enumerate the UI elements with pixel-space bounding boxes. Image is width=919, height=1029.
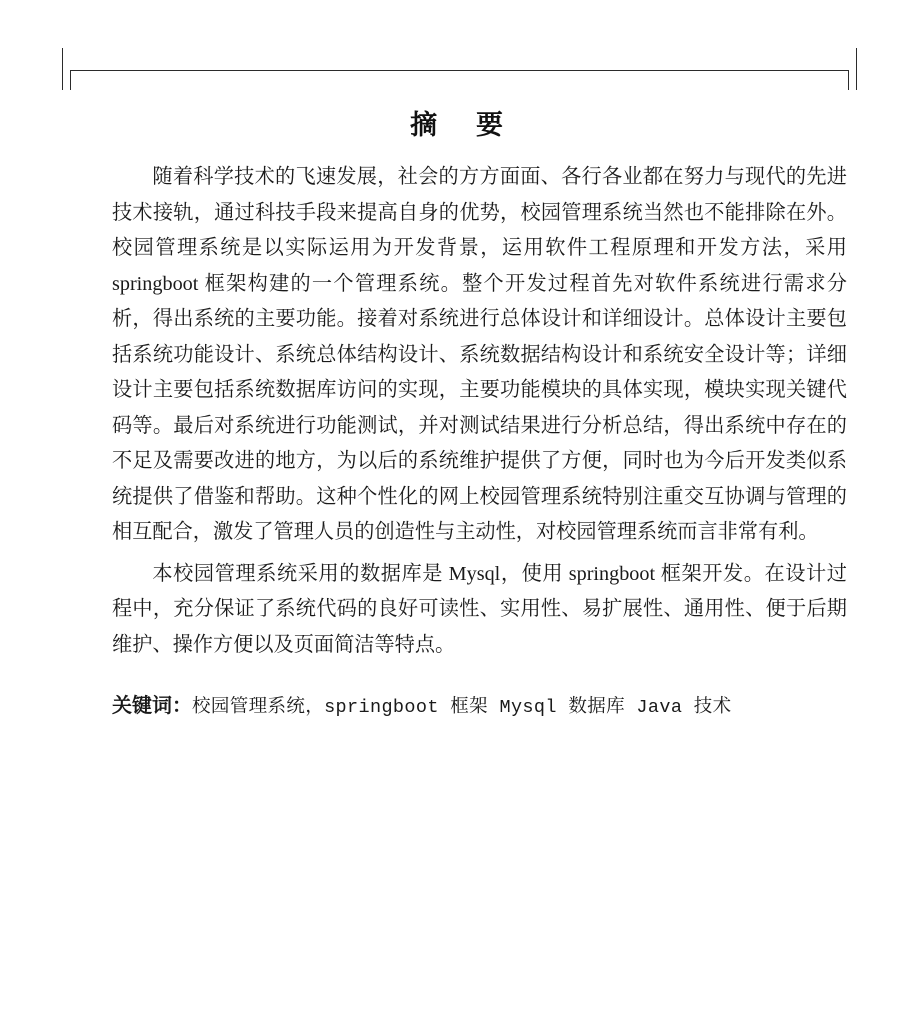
- frame-line-inner-right: [848, 70, 849, 90]
- abstract-paragraph-2: 本校园管理系统采用的数据库是 Mysql，使用 springboot 框架开发。在设计过程中，充分保证了系统代码的良好可读性、实用性、易扩展性、通用性、便于后期维护、操作方便以及页面简洁等特点。: [112, 562, 847, 656]
- frame-line-left: [62, 48, 63, 90]
- page-header-frame-decoration: [62, 48, 857, 90]
- frame-line-right: [856, 48, 857, 90]
- keywords-line: [112, 689, 847, 725]
- page-title: 摘 要: [410, 110, 509, 140]
- abstract-paragraph-1: 随着科学技术的飞速发展，社会的方方面面、各行各业都在努力与现代的先进技术接轨，通过科技手段来提高自身的优势，校园管理系统当然也不能排除在外。校园管理系统是以实际运用为开发背景，运用软件工程原理和开发方法，采用 springboot 框架构建的一个管理系统。整个开发过程首先对软件系统进行需求分析，得出系统的主要功能。接着对系统进行总体设计和详细设计。总体设计主要包括系统功能设计、系统总体结构设计、系统数据结构设计和系统安全设计等；详细设计主要包括系统数据库访问的实现，主要功能模块的具体实现，模块实现关键代码等。最后对系统进行功能测试，并对测试结果进行分析总结，得出系统中存在的不足及需要改进的地方，为以后的系统维护提供了方便，同时也为今后开发类似系统提供了借鉴和帮助。这种个性化的网上校园管理系统特别注重交互协调与管理的相互配合，激发了管理人员的创造性与主动性，对校园管理系统而言非常有利。: [112, 166, 847, 543]
- frame-line-horizontal: [70, 70, 849, 71]
- document-body: [112, 160, 847, 725]
- frame-line-inner-left: [70, 70, 71, 90]
- keywords-text: 校园管理系统，springboot 框架 Mysql 数据库 Java 技术: [192, 697, 732, 718]
- keywords-label: 关键词：: [112, 695, 192, 717]
